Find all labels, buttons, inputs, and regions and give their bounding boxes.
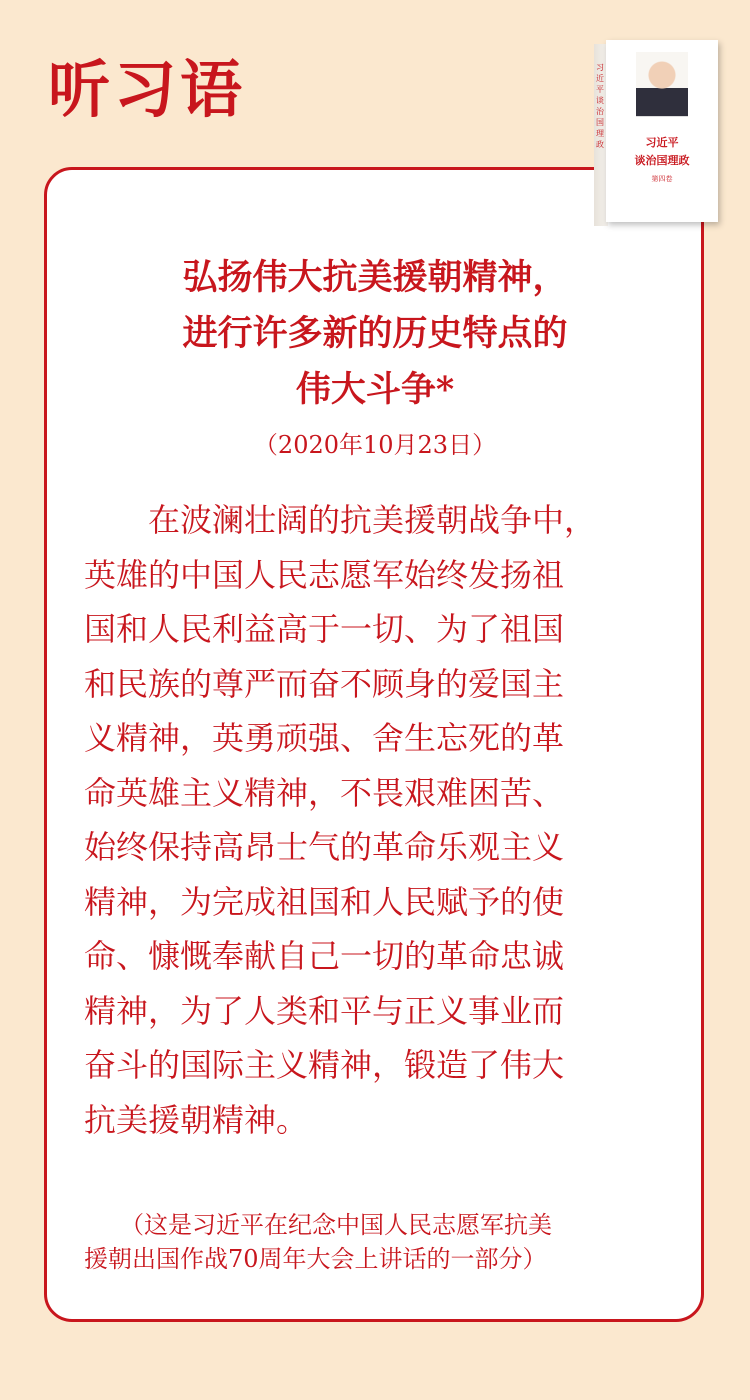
body-line: 国和人民利益高于一切、为了祖国 <box>84 610 565 648</box>
portrait-photo <box>636 52 688 117</box>
body-line: 命英雄主义精神，不畏艰难困苦、 <box>84 773 565 812</box>
book-front <box>606 40 718 222</box>
body-line: 义精神，英勇顽强、舍生忘死的革 <box>84 719 565 757</box>
body-line: 命、慷慨奉献自己一切的革命忠诚 <box>84 937 565 975</box>
body-line: 英雄的中国人民志愿军始终发扬祖 <box>84 555 565 594</box>
article-title <box>0 250 750 418</box>
book-spine-text: 习近平谈治国理政 <box>596 63 604 149</box>
body-line: 奋斗的国际主义精神，锻造了伟大 <box>84 1046 565 1084</box>
note-line: （这是习近平在纪念中国人民志愿军抗美 <box>84 1211 552 1239</box>
article-date: （2020年10月23日） <box>253 431 497 459</box>
body-line: 在波澜壮阔的抗美援朝战争中， <box>84 501 597 539</box>
source-note <box>84 1208 664 1276</box>
body-line: 精神，为了人类和平与正义事业而 <box>84 991 565 1030</box>
book-cover-image <box>594 40 718 226</box>
book-volume: 第四卷 <box>651 175 673 183</box>
brand-title: 听习语 <box>48 53 247 126</box>
body-line: 精神，为完成祖国和人民赋予的使 <box>84 882 565 921</box>
book-title: 谈治国理政 <box>634 154 690 167</box>
title-line: 弘扬伟大抗美援朝精神， <box>182 257 568 298</box>
title-line: 进行许多新的历史特点的 <box>182 313 568 354</box>
article-body <box>84 493 664 1147</box>
body-line: 抗美援朝精神。 <box>84 1100 309 1139</box>
title-line: 伟大斗争* <box>295 369 455 410</box>
body-line: 和民族的尊严而奋不顾身的爱国主 <box>84 664 565 703</box>
note-line: 援朝出国作战70周年大会上讲话的一部分） <box>84 1245 547 1273</box>
body-line: 始终保持高昂士气的革命乐观主义 <box>84 828 565 866</box>
book-author: 习近平 <box>645 136 679 149</box>
